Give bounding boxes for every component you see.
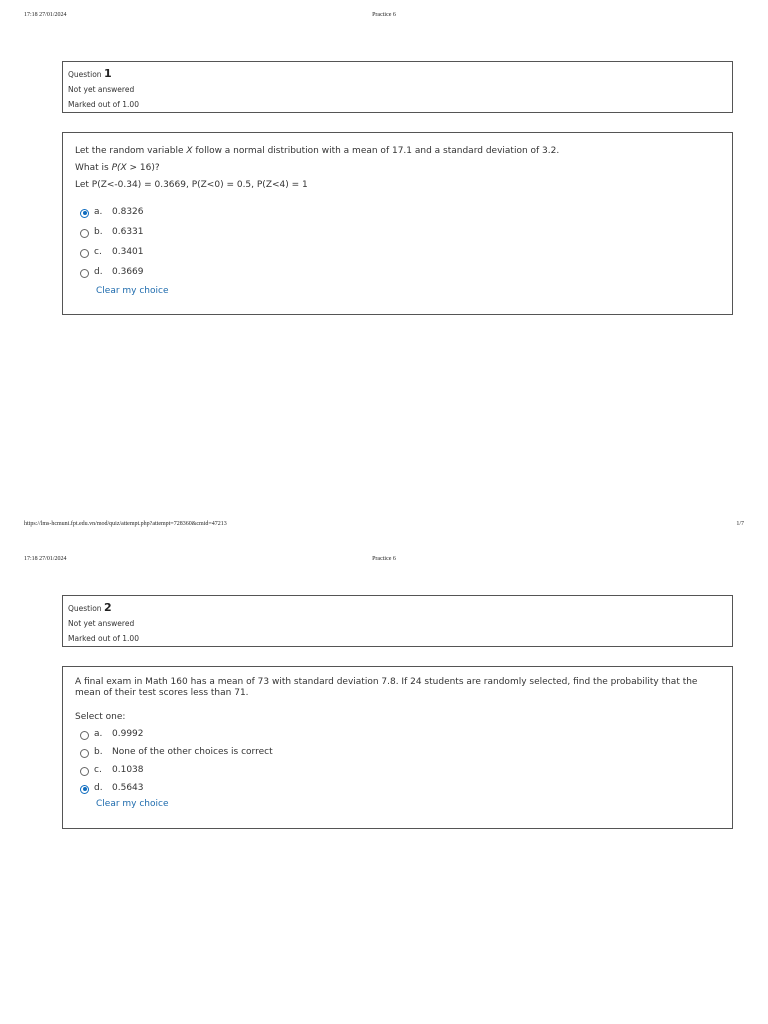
answer-value: 0.5643	[112, 783, 144, 793]
answer-value: 0.9992	[112, 729, 144, 739]
answer-value: 0.1038	[112, 765, 144, 775]
question-status: Not yet answered	[68, 619, 135, 628]
radio-selected-icon[interactable]	[80, 209, 89, 218]
answer-option-c[interactable]: c. 0.3401	[75, 242, 720, 262]
print-url: https://lms-hcmuni.fpt.edu.vn/mod/quiz/attempt.php?attempt=728360&cmid=47213	[24, 521, 227, 527]
question-marks: Marked out of 1.00	[68, 634, 139, 643]
print-datetime: 17:18 27/01/2024	[24, 12, 67, 18]
question-number-value: 2	[103, 601, 112, 614]
print-title: Practice 6	[372, 556, 396, 562]
radio-unselected-icon[interactable]	[80, 731, 89, 740]
print-datetime: 17:18 27/01/2024	[24, 556, 67, 562]
radio-unselected-icon[interactable]	[80, 249, 89, 258]
answer-list	[75, 725, 720, 797]
answer-list	[75, 202, 720, 282]
answer-value: 0.6331	[112, 227, 144, 237]
question-number-value: 1	[103, 67, 112, 80]
select-one-label: Select one:	[75, 712, 126, 722]
print-page-number: 1/7	[736, 521, 744, 527]
question-number: Question 1	[68, 67, 112, 80]
radio-selected-icon[interactable]	[80, 785, 89, 794]
question-marks: Marked out of 1.00	[68, 100, 139, 109]
answer-option-c[interactable]: c. 0.1038	[75, 761, 720, 779]
question-status: Not yet answered	[68, 85, 135, 94]
answer-value: 0.3669	[112, 267, 144, 277]
question-number: Question 2	[68, 601, 112, 614]
answer-value: 0.3401	[112, 247, 144, 257]
question-text-line-3: Let P(Z<-0.34) = 0.3669, P(Z<0) = 0.5, P(Z<4) = 1	[75, 180, 308, 190]
radio-unselected-icon[interactable]	[80, 269, 89, 278]
question-text: A final exam in Math 160 has a mean of 73 with standard deviation 7.8. If 24 students are randomly selected, find the probability that the mean of their test scores less than 71.	[75, 677, 698, 698]
question-1-info	[62, 61, 733, 113]
answer-value: 0.8326	[112, 207, 144, 217]
question-1-content	[62, 132, 733, 315]
answer-option-a[interactable]: a. 0.9992	[75, 725, 720, 743]
radio-unselected-icon[interactable]	[80, 767, 89, 776]
radio-unselected-icon[interactable]	[80, 749, 89, 758]
radio-unselected-icon[interactable]	[80, 229, 89, 238]
question-text-line-1: Let the random variable X follow a normal distribution with a mean of 17.1 and a standard deviation of 3.2.	[75, 146, 560, 156]
answer-value: None of the other choices is correct	[112, 747, 273, 757]
print-title: Practice 6	[372, 12, 396, 18]
answer-option-b[interactable]: b. None of the other choices is correct	[75, 743, 720, 761]
answer-option-a[interactable]: a. 0.8326	[75, 202, 720, 222]
clear-my-choice-link[interactable]: Clear my choice	[96, 799, 169, 809]
answer-option-b[interactable]: b. 0.6331	[75, 222, 720, 242]
answer-option-d[interactable]: d. 0.5643	[75, 779, 720, 797]
question-text-line-2: What is P(X > 16)?	[75, 163, 160, 173]
clear-my-choice-link[interactable]: Clear my choice	[96, 286, 169, 296]
question-2-content	[62, 666, 733, 829]
question-2-info	[62, 595, 733, 647]
answer-option-d[interactable]: d. 0.3669	[75, 262, 720, 282]
